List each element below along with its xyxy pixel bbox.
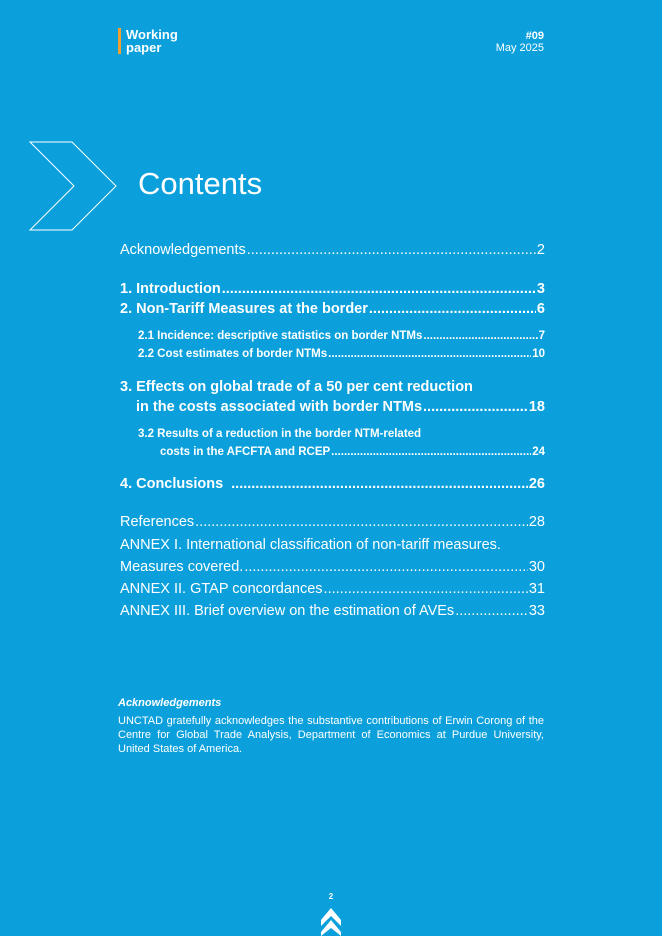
issue-date: May 2025	[495, 42, 544, 54]
toc-entry-conclusions[interactable]	[120, 476, 545, 492]
toc-label: 2.1 Incidence: descriptive statistics on border NTMs	[138, 330, 423, 342]
issue-info	[496, 30, 544, 54]
page-number: 2	[328, 892, 334, 901]
toc-page: 24	[532, 446, 545, 458]
toc-page: 7	[538, 330, 545, 342]
toc-entry-introduction[interactable]	[120, 281, 545, 297]
toc-label: 1. Introduction	[120, 281, 221, 297]
toc-page: 31	[528, 581, 545, 597]
toc-entry-acknowledgements[interactable]	[120, 242, 545, 258]
toc-entry-ntm-border[interactable]	[120, 301, 545, 317]
toc-page: 26	[528, 476, 545, 492]
series-line1: Working	[126, 27, 178, 42]
toc-entry-effects-line1[interactable]: 3. Effects on global trade of a 50 per cent reduction	[120, 379, 473, 395]
series-line2: paper	[126, 40, 162, 55]
toc-entry-references[interactable]	[120, 514, 545, 530]
toc-label: ANNEX III. Brief overview on the estimation of AVEs	[120, 603, 455, 619]
toc-entry-annex3[interactable]	[120, 603, 545, 619]
toc-label: ANNEX II. GTAP concordances	[120, 581, 323, 597]
page-title: Contents	[138, 166, 263, 201]
toc-entry-results[interactable]	[160, 446, 545, 458]
chevron-right-outline-icon	[28, 140, 120, 232]
acknowledgements-box	[118, 697, 544, 756]
double-chevron-up-icon[interactable]	[319, 908, 343, 936]
toc-entry-results-line1[interactable]: 3.2 Results of a reduction in the border NTM-related	[138, 428, 422, 440]
toc-entry-annex1-line1[interactable]: ANNEX I. International classification of non-tariff measures.	[120, 537, 501, 553]
toc-entry-annex2[interactable]	[120, 581, 545, 597]
issue-number: #09	[525, 30, 544, 42]
toc-entry-effects[interactable]	[136, 399, 545, 415]
series-label	[118, 28, 178, 54]
toc-label: costs in the AFCFTA and RCEP	[160, 446, 331, 458]
toc-entry-annex1[interactable]	[120, 559, 545, 575]
toc-label: Acknowledgements	[120, 242, 246, 258]
toc-label: in the costs associated with border NTMs	[136, 399, 423, 415]
toc-label: Measures covered.	[120, 559, 244, 575]
toc-page: 10	[532, 348, 545, 360]
toc-entry-incidence[interactable]	[138, 330, 545, 342]
toc-label: 2.2 Cost estimates of border NTMs	[138, 348, 328, 360]
toc-page: 30	[528, 559, 545, 575]
toc-page: 18	[528, 399, 545, 415]
toc-page: 3	[536, 281, 545, 297]
acknowledgements-text: UNCTAD gratefully acknowledges the substantive contributions of Erwin Corong of the Centre for Global Trade Analysis, Department of Economics at Purdue University, United States of America.	[118, 715, 544, 755]
toc-page: 6	[536, 301, 545, 317]
acknowledgements-heading: Acknowledgements	[118, 697, 222, 709]
toc-entry-cost-estimates[interactable]	[138, 348, 545, 360]
toc-label: 2. Non-Tariff Measures at the border	[120, 301, 368, 317]
toc-page: 28	[528, 514, 545, 530]
toc-label: References	[120, 514, 195, 530]
toc-page: 2	[536, 242, 545, 258]
toc-label: 4. Conclusions	[120, 476, 224, 492]
toc-page: 33	[528, 603, 545, 619]
